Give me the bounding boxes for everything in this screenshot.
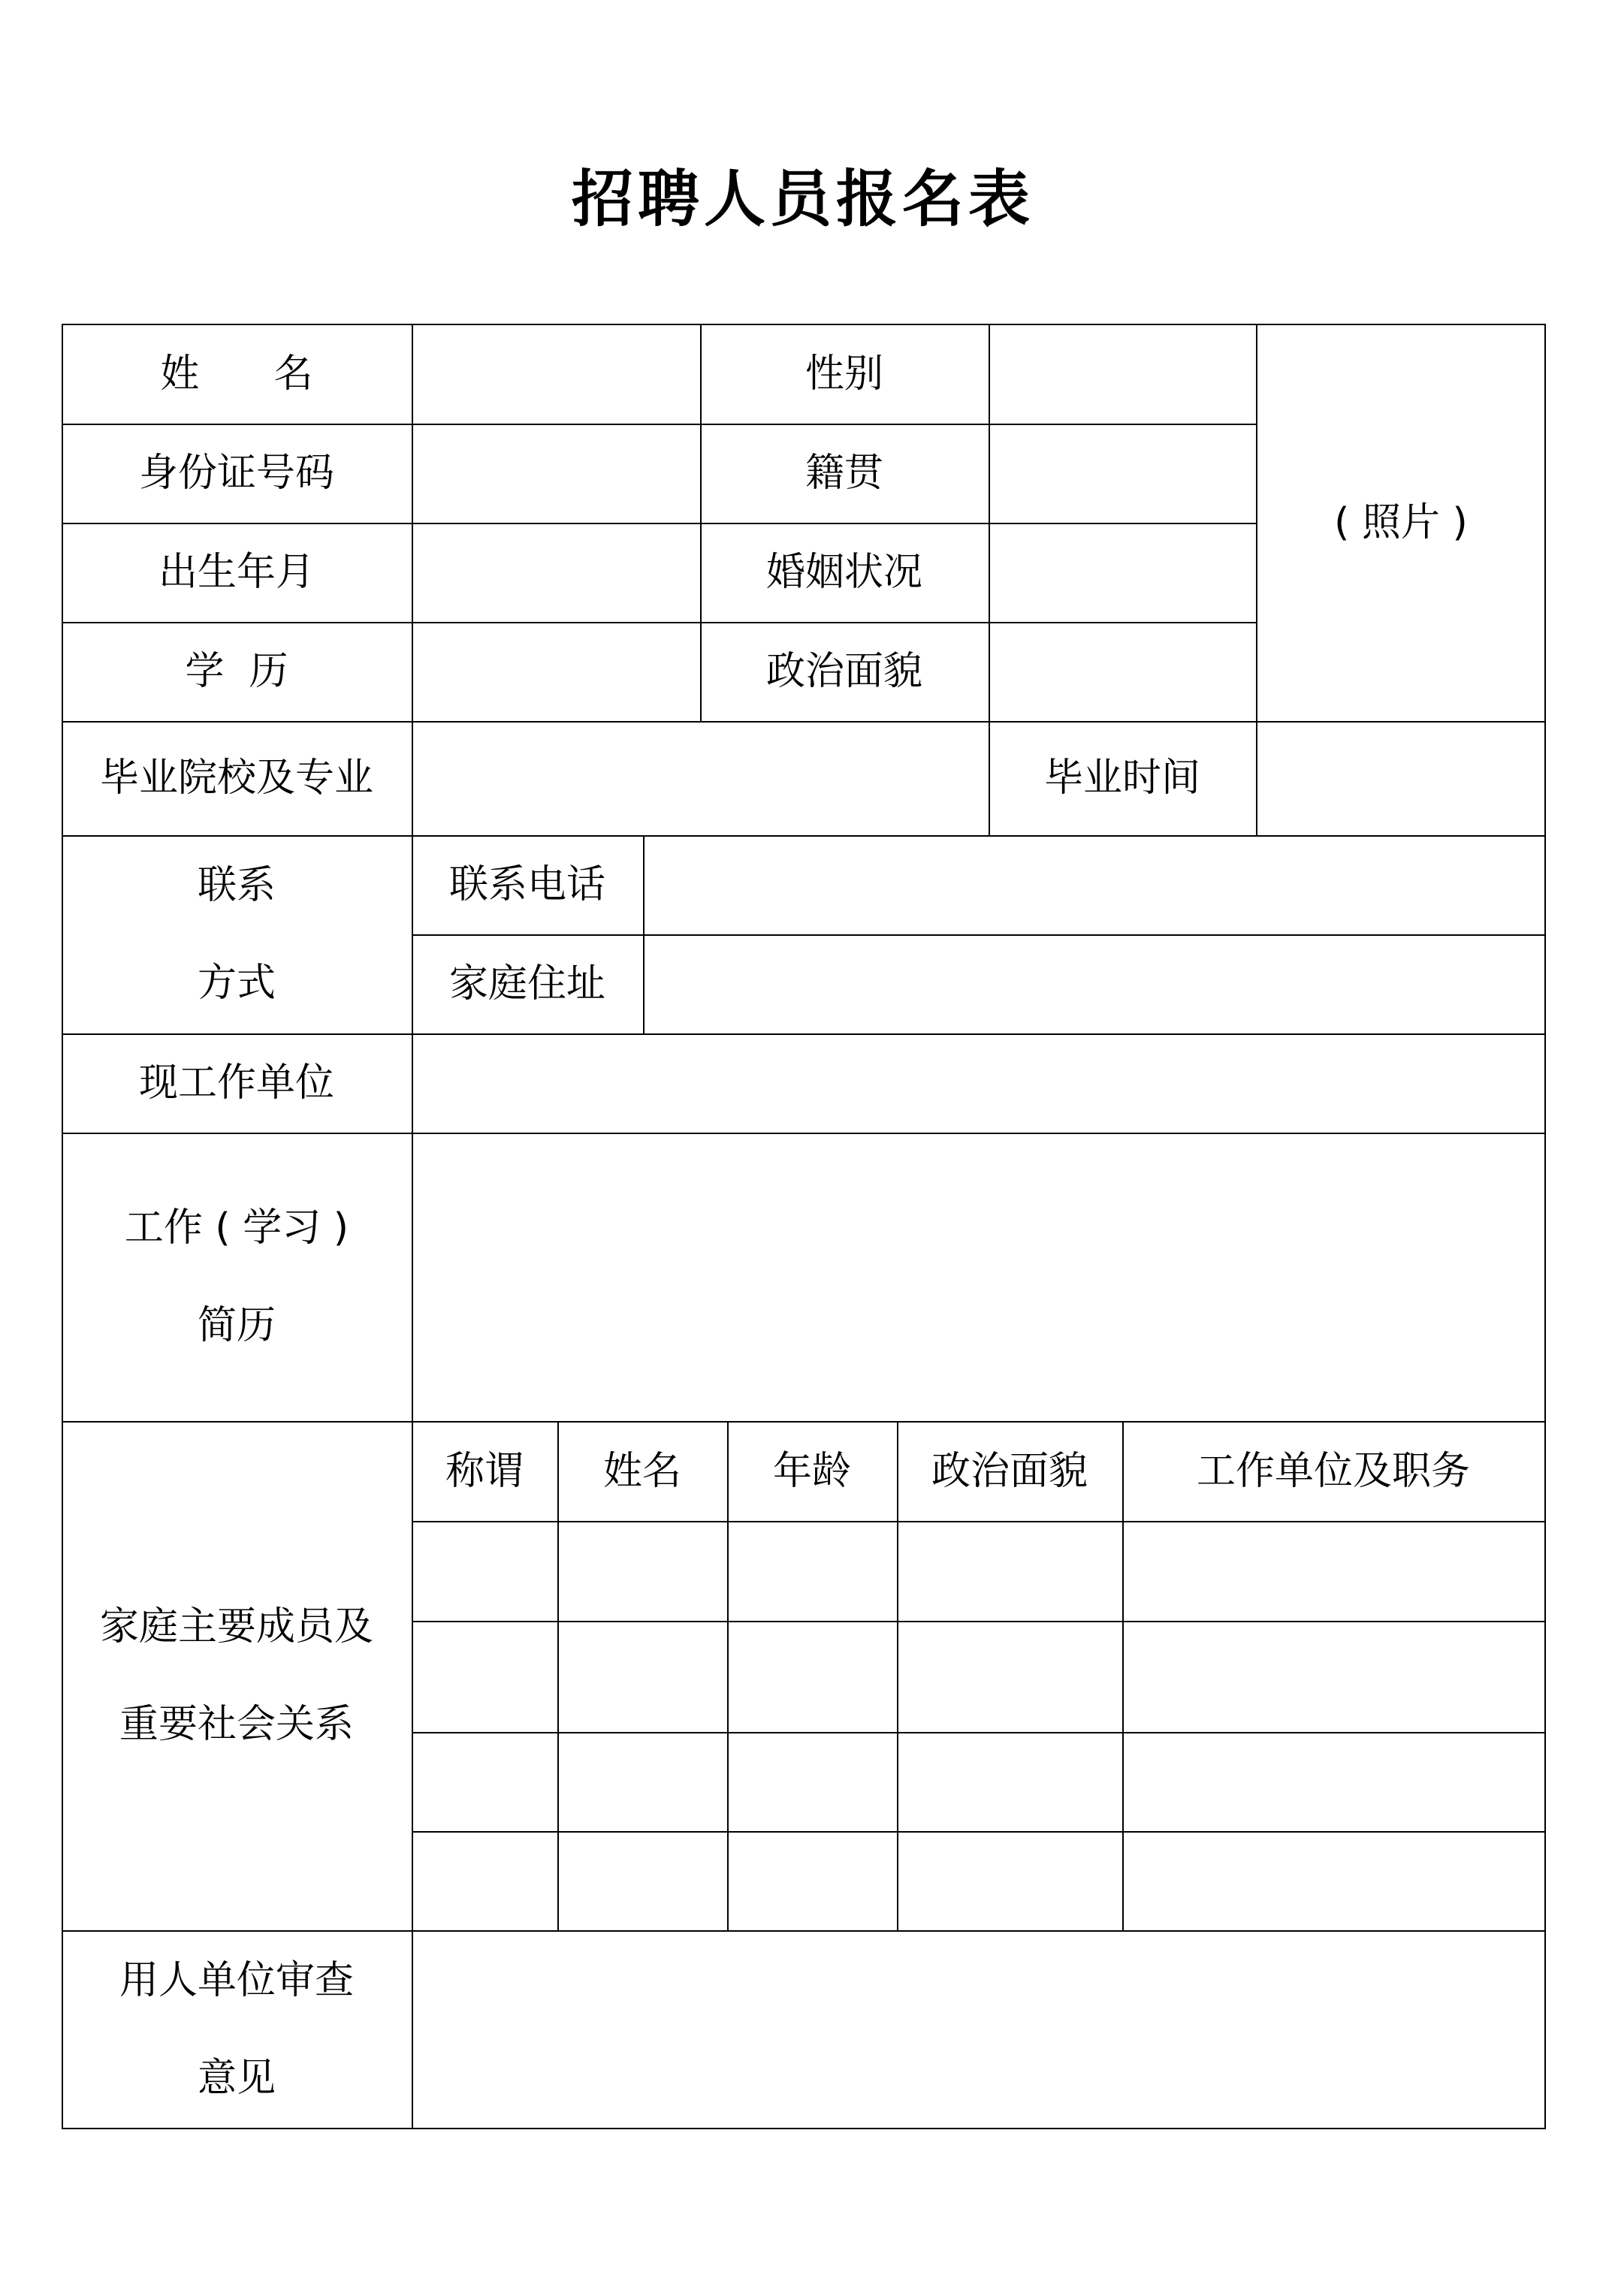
marital-field[interactable] [990, 524, 1256, 622]
family-header-employer-title: 工作单位及职务 [1196, 1448, 1470, 1494]
label-family-line1: 家庭主要成员及 [99, 1604, 373, 1649]
family-cell[interactable] [413, 1622, 557, 1732]
family-header-age: 年龄 [772, 1448, 851, 1494]
family-cell[interactable] [413, 1522, 557, 1621]
address-field[interactable] [645, 936, 1544, 1033]
family-cell[interactable] [729, 1522, 897, 1621]
label-phone: 联系电话 [448, 862, 605, 907]
label-school-major: 毕业院校及专业 [99, 756, 373, 801]
photo-area[interactable]: ( 照片 ) [1334, 499, 1468, 545]
employer-field[interactable] [413, 1035, 1544, 1133]
family-header-relation: 称谓 [445, 1448, 524, 1494]
label-family-line2: 重要社会关系 [119, 1702, 354, 1747]
label-employer: 现工作单位 [138, 1061, 334, 1106]
family-cell[interactable] [1124, 1733, 1544, 1831]
family-header-name: 姓名 [602, 1448, 681, 1494]
label-resume-line2: 简历 [197, 1303, 276, 1348]
family-cell[interactable] [559, 1622, 727, 1732]
label-resume [62, 1133, 412, 1421]
family-cell[interactable] [413, 1733, 557, 1831]
label-contact [62, 835, 412, 1033]
family-cell[interactable] [898, 1833, 1122, 1930]
form-title: 招聘人员报名表 [571, 163, 1034, 235]
label-contact-line2: 方式 [197, 961, 276, 1006]
label-id-number: 身份证号码 [138, 451, 334, 496]
label-contact-line1: 联系 [197, 863, 276, 908]
family-cell[interactable] [1124, 1833, 1544, 1930]
family-header-political: 政治面貌 [931, 1448, 1088, 1494]
family-cell[interactable] [559, 1522, 727, 1621]
native-place-field[interactable] [990, 425, 1256, 523]
review-field[interactable] [413, 1932, 1544, 2128]
family-cell[interactable] [559, 1833, 727, 1930]
family-cell[interactable] [1124, 1522, 1544, 1621]
grad-time-field[interactable] [1257, 723, 1544, 835]
family-cell[interactable] [559, 1733, 727, 1831]
education-field[interactable] [413, 623, 700, 721]
family-cell[interactable] [898, 1522, 1122, 1621]
label-review-line1: 用人单位审查 [119, 1957, 354, 2003]
phone-field[interactable] [645, 837, 1544, 934]
label-marital: 婚姻状况 [765, 550, 922, 595]
family-cell[interactable] [898, 1733, 1122, 1831]
family-cell[interactable] [1124, 1622, 1544, 1732]
label-gender: 性别 [805, 351, 883, 397]
label-resume-line1: 工作 ( 学习 ) [124, 1205, 349, 1251]
label-review [62, 1930, 412, 2128]
label-political: 政治面貌 [765, 649, 922, 694]
label-address: 家庭住址 [448, 961, 605, 1006]
label-review-line2: 意见 [197, 2055, 276, 2101]
school-major-field[interactable] [413, 723, 989, 835]
family-cell[interactable] [898, 1622, 1122, 1732]
label-name: 姓 名 [160, 351, 313, 397]
name-field[interactable] [413, 325, 700, 424]
label-native-place: 籍贯 [805, 451, 883, 496]
resume-field[interactable] [413, 1134, 1544, 1421]
label-education: 学 历 [185, 649, 288, 694]
label-family [62, 1421, 412, 1930]
label-birth: 出生年月 [158, 550, 315, 595]
political-field[interactable] [990, 623, 1256, 721]
family-cell[interactable] [413, 1833, 557, 1930]
family-cell[interactable] [729, 1733, 897, 1831]
id-number-field[interactable] [413, 425, 700, 523]
label-grad-time: 毕业时间 [1043, 756, 1200, 801]
family-cell[interactable] [729, 1833, 897, 1930]
family-cell[interactable] [729, 1622, 897, 1732]
gender-field[interactable] [990, 325, 1256, 424]
birth-field[interactable] [413, 524, 700, 622]
